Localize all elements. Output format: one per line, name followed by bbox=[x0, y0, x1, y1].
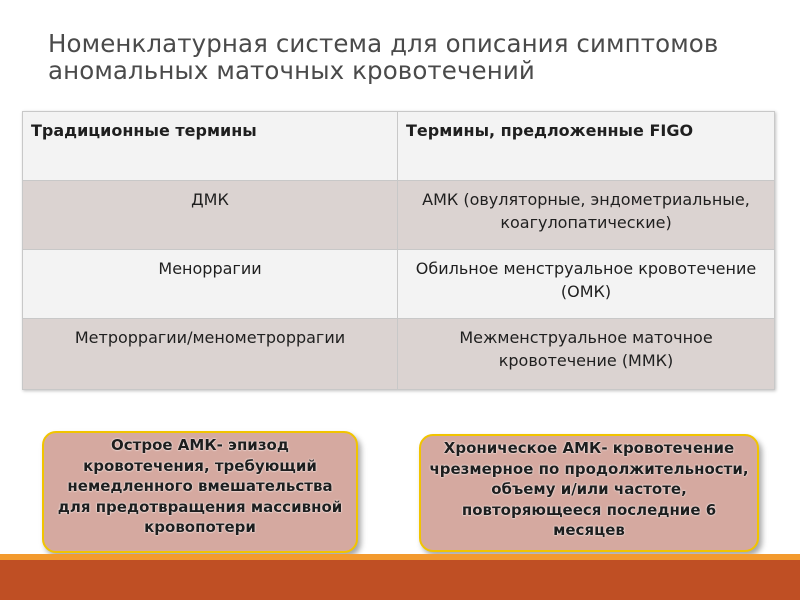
table-row bbox=[23, 181, 775, 250]
chronic-aub-definition-box bbox=[419, 434, 759, 552]
table-header-row bbox=[23, 112, 775, 181]
header-traditional-terms: Традиционные термины bbox=[23, 112, 398, 181]
table-row bbox=[23, 250, 775, 319]
acute-aub-definition-box bbox=[42, 431, 358, 553]
acute-aub-line: для предотвращения массивной bbox=[57, 497, 343, 516]
terminology-table bbox=[22, 111, 775, 390]
acute-aub-line: кровотечения, требующий bbox=[83, 456, 317, 475]
slide-title-line-2: аномальных маточных кровотечений bbox=[48, 56, 535, 85]
chronic-aub-line: повторяющееся последние 6 bbox=[461, 500, 717, 519]
table-row bbox=[23, 319, 775, 390]
acute-aub-line: немедленного вмешательства bbox=[67, 477, 333, 495]
chronic-aub-line: месяцев bbox=[553, 521, 625, 539]
chronic-aub-line: Хроническое АМК- кровотечение bbox=[443, 439, 735, 457]
header-figo-terms: Термины, предложенные FIGO bbox=[398, 112, 775, 181]
footer-bar bbox=[0, 560, 800, 600]
table-cell-figo: Межменструальное маточное кровотечение (ММК) bbox=[398, 319, 775, 390]
table-cell-figo: АМК (овуляторные, эндометриальные, коагулопатические) bbox=[398, 181, 775, 250]
table-cell-traditional: ДМК bbox=[23, 181, 398, 250]
acute-aub-line: Острое АМК- эпизод bbox=[111, 436, 289, 454]
chronic-aub-line: объему и/или частоте, bbox=[491, 480, 687, 498]
table-cell-traditional: Метроррагии/менометроррагии bbox=[23, 319, 398, 390]
chronic-aub-line: чрезмерное по продолжительности, bbox=[429, 459, 749, 478]
table-cell-traditional: Меноррагии bbox=[23, 250, 398, 319]
slide-title bbox=[48, 30, 768, 84]
slide-title-line-1: Номенклатурная система для описания симптомов bbox=[48, 29, 719, 58]
acute-aub-line: кровопотери bbox=[144, 518, 256, 536]
table-cell-figo: Обильное менструальное кровотечение (ОМК) bbox=[398, 250, 775, 319]
